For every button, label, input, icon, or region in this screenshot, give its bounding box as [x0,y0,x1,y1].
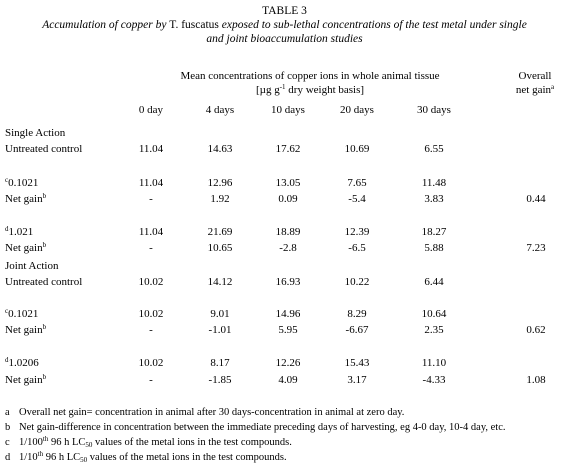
table-cell: 11.04 [138,143,164,155]
table-cell: 10.69 [344,143,370,155]
table-cell: -4.33 [422,374,446,386]
table-cell: 5.88 [424,242,444,254]
table-cell: 4.09 [278,374,298,386]
table-cell: -1.01 [208,324,232,336]
row-label-text: Net gain [5,374,43,386]
footnote-sup: th [42,435,49,443]
section-joint-action: Joint Action [5,260,59,272]
table-cell: - [149,242,153,254]
table-cell: 11.10 [421,357,447,369]
caption-text: exposed to sub-lethal concentrations of the test metal under single [218,19,527,31]
table-cell: 10.02 [138,308,164,320]
row-label-sup: b [42,241,47,249]
overall-net-gain-cell: 1.08 [526,374,546,386]
row-label-sup: b [42,323,47,331]
footnote-text: Net gain-difference in concentration between the immediate preceding days of harvesting, eg 4-0 day, 10-4 day, etc. [19,422,506,433]
row-label-text: Net gain [5,242,43,254]
table-cell: 6.44 [424,276,444,288]
table-cell: 16.93 [275,276,301,288]
units-text: [µg g [255,84,280,96]
footnote-text: 96 h LC [43,452,81,463]
footnote-sub: 50 [80,456,88,464]
row-label-prefix: c [5,176,9,184]
table-cell: 3.17 [347,374,367,386]
row-label-prefix: c [5,307,9,315]
table-cell: -5.4 [348,193,366,205]
overall-header-line2 [505,84,565,97]
row-label-prefix: d [5,225,9,233]
footnote-text: values of the metal ions in the test compounds. [87,452,287,463]
row-label-sup: b [42,192,47,200]
table-cell: 12.96 [207,177,233,189]
table-cell: 18.89 [275,226,301,238]
row-label-text: 0.1021 [8,308,39,320]
table-cell: - [149,193,153,205]
table-cell: - [149,324,153,336]
table-cell: 1.92 [210,193,230,205]
table-cell: -6.5 [348,242,366,254]
overall-header-sup: a [551,83,555,91]
section-single-action: Single Action [5,127,66,139]
footnote-text: 1/100 [19,437,43,448]
row-label [5,226,33,239]
table-cell: 12.26 [275,357,301,369]
overall-header-line1: Overall [518,70,552,82]
row-label-text: Net gain [5,324,43,336]
row-label [5,143,82,156]
day-header: 30 days [417,104,451,116]
table-cell: 15.43 [344,357,370,369]
units-header [140,84,480,97]
table-cell: 3.83 [424,193,444,205]
table-cell: - [149,374,153,386]
caption-text: Accumulation of copper by [42,19,170,31]
table-title: TABLE 3 [262,5,307,17]
row-label-text: 0.1021 [8,177,39,189]
footnote-tag: a [5,407,10,418]
row-label-prefix: d [5,356,9,364]
table-cell: 10.64 [421,308,447,320]
table-cell: 14.96 [275,308,301,320]
overall-net-gain-cell: 0.44 [526,193,546,205]
row-label [5,193,46,206]
day-header: 0 day [138,104,164,116]
row-label [5,242,46,255]
table-cell: 10.65 [207,242,233,254]
footnote-tag: d [5,452,11,463]
table-cell: 0.09 [278,193,298,205]
units-text: dry weight basis] [285,84,365,96]
table-cell: 13.05 [275,177,301,189]
footnote-sup: th [37,450,44,458]
footnote-tag: b [5,422,11,433]
table-cell: -6.67 [345,324,369,336]
footnote-sub: 50 [85,441,93,449]
table-cell: -2.8 [279,242,297,254]
table-cell: 6.55 [424,143,444,155]
table-cell: -1.85 [208,374,232,386]
day-header: 4 days [205,104,235,116]
overall-header-text: net gain [515,84,552,96]
day-header: 20 days [340,104,374,116]
row-label-text: 1.021 [8,226,34,238]
table-cell: 10.22 [344,276,370,288]
footnote-text: 1/10 [19,452,38,463]
table-cell: 11.48 [421,177,447,189]
row-label-text: Net gain [5,193,43,205]
row-label [5,324,46,337]
table-cell: 8.17 [210,357,230,369]
table-cell: 12.39 [344,226,370,238]
footnote-c [5,436,292,449]
row-label [5,308,38,321]
row-label-sup: b [42,373,47,381]
row-label-text: Untreated control [5,143,83,155]
species-name: T. fuscatus [169,19,219,31]
table-cell: 17.62 [275,143,301,155]
footnote-tag: c [5,437,10,448]
table-cell: 9.01 [210,308,230,320]
table-cell: 8.29 [347,308,367,320]
table-cell: 21.69 [207,226,233,238]
table-cell: 7.65 [347,177,367,189]
footnote-d [5,451,287,464]
day-header: 10 days [271,104,305,116]
table-caption-line-2: and joint bioaccumulation studies [206,33,363,45]
table-cell: 10.02 [138,276,164,288]
footnote-text: values of the metal ions in the test compounds. [92,437,292,448]
table-cell: 18.27 [421,226,447,238]
table-cell: 11.04 [138,177,164,189]
table-cell: 2.35 [424,324,444,336]
mean-concentration-header: Mean concentrations of copper ions in whole animal tissue [180,70,440,82]
table-cell: 5.95 [278,324,298,336]
row-label [5,177,38,190]
row-label [5,374,46,387]
table-caption-line-1 [0,19,569,32]
overall-net-gain-cell: 7.23 [526,242,546,254]
table-cell: 14.63 [207,143,233,155]
row-label [5,357,39,370]
table-cell: 11.04 [138,226,164,238]
overall-net-gain-cell: 0.62 [526,324,546,336]
row-label-text: 1.0206 [8,357,39,369]
table-cell: 14.12 [207,276,233,288]
row-label [5,276,82,289]
footnote-b [5,421,506,434]
units-sup: -1 [279,83,286,91]
footnote-text: 96 h LC [48,437,86,448]
row-label-text: Untreated control [5,276,83,288]
footnote-text: Overall net gain= concentration in animal after 30 days-concentration in animal at zero day. [19,407,405,418]
footnote-a [5,406,404,419]
table-cell: 10.02 [138,357,164,369]
